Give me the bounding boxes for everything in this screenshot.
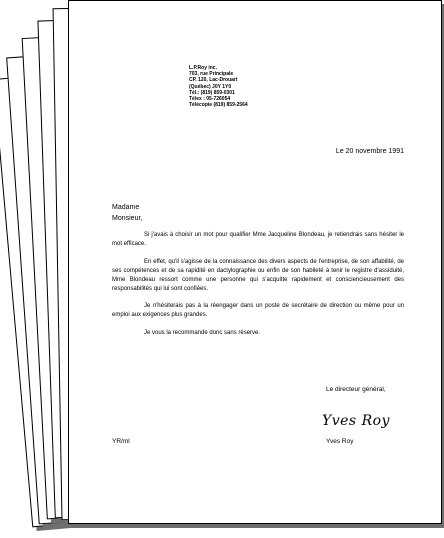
sender-line: CP. 120, Lac-Drouart (189, 77, 238, 84)
letter-date: Le 20 novembre 1991 (335, 148, 404, 155)
sender-address-block (189, 65, 248, 108)
body-paragraph: En effet, qu'il s'agisse de la connaissance des divers aspects de l'entreprise, de son affabilité, de ses compétences et de sa rapidité en dactylographie ou enfin de son habileté à tenir le registre d'assiduité, Mme Blondeau ressort comme une personne qui s'acquitte rapidement et consciencieusement des responsabilités qui lui sont confiées. (112, 258, 404, 292)
reference-initials: YR/ml (112, 438, 130, 445)
letter-page (68, 0, 442, 524)
sender-line: Tél.: (819) 859-0301 (189, 89, 235, 96)
sender-line: 703, rue Principale (189, 71, 234, 78)
salutation-line: Monsieur, (112, 215, 143, 222)
body-paragraph: Si j'avais à choisir un mot pour qualifier Mme Jacqueline Blondeau, je retiendrais sans hésiter le mot efficace. (112, 232, 404, 247)
handwritten-signature: Yves Roy (322, 413, 390, 429)
salutation (112, 202, 142, 224)
closing-line: Le directeur général, (326, 386, 386, 393)
sender-line: Télex : 05-726054 (189, 96, 231, 103)
body-paragraph: Je vous la recommande donc sans réserve. (144, 329, 261, 336)
sender-line: (Québec) J0Y 1Y0 (189, 83, 232, 90)
salutation-line: Madame (112, 204, 140, 211)
sender-line: L.P.Roy inc. (189, 65, 217, 71)
body-paragraph: Je n'hésiterais pas à la réengager dans un poste de secrétaire de direction ou même pour un emploi aux exigences plus grandes. (112, 303, 404, 318)
letter-body (112, 231, 404, 346)
sender-line: Télécopie (819) 859-2564 (189, 102, 248, 109)
signer-name: Yves Roy (326, 438, 354, 445)
